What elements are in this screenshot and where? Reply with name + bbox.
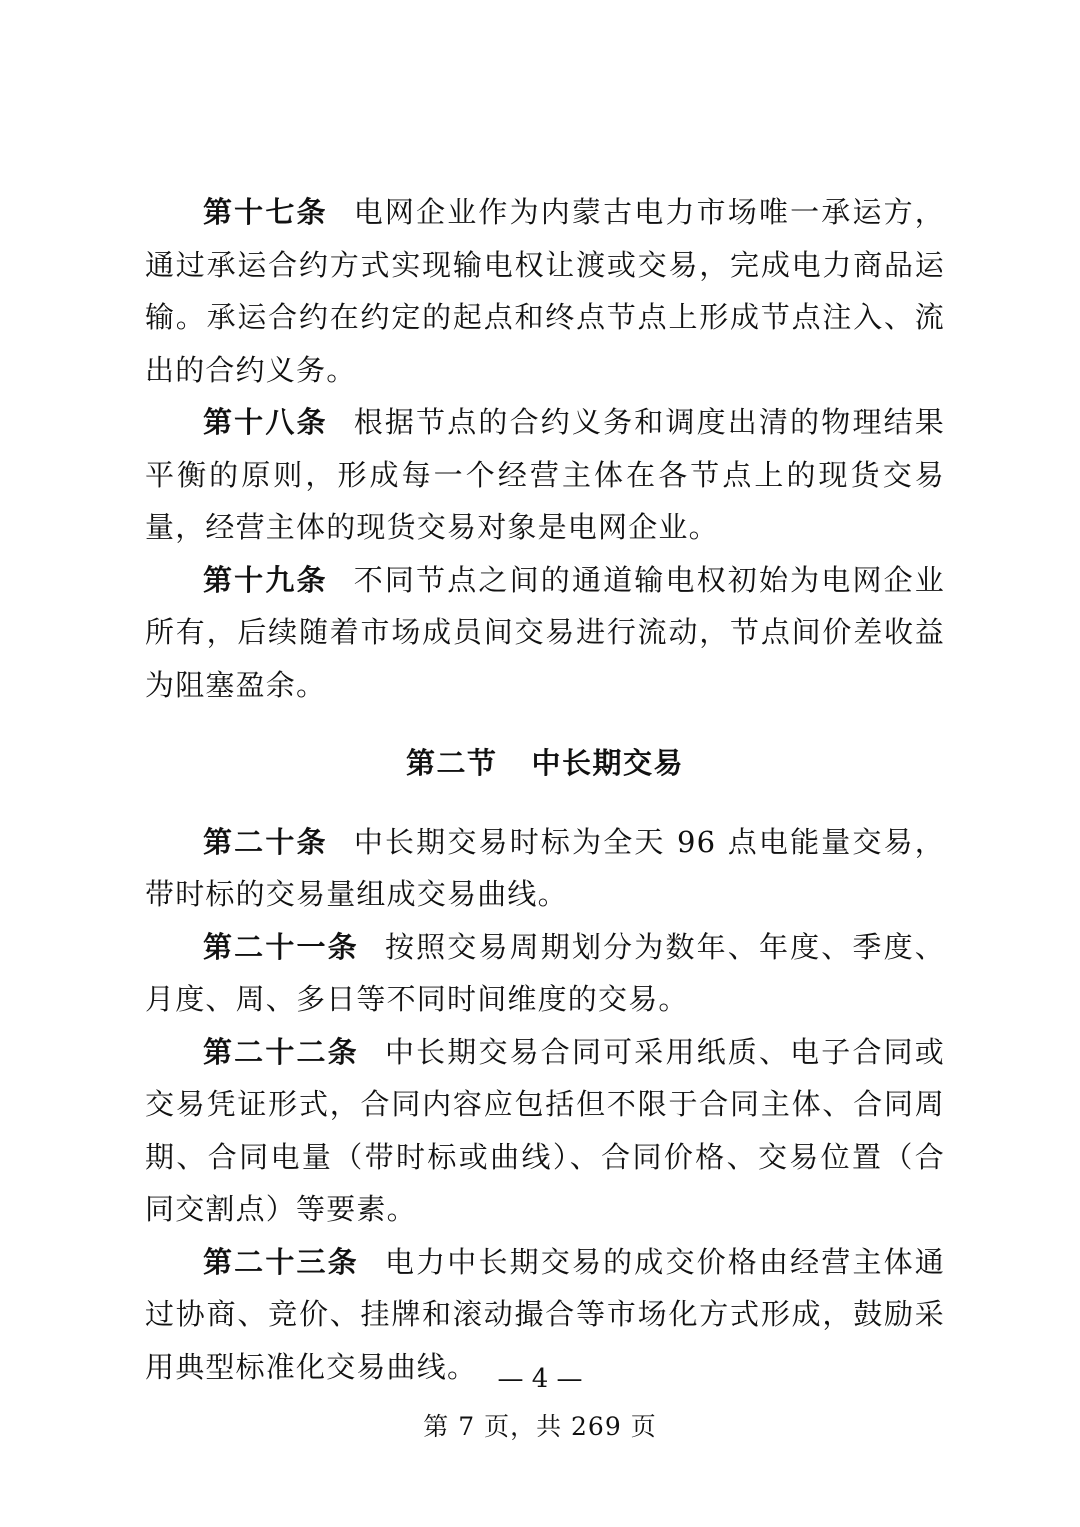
article-text: 电力中长期交易的成交价格由经营主体通过协商、竞价、挂牌和滚动撮合等市场化方式形成，鼓励采用典型标准化交易曲线。 (145, 1244, 945, 1384)
page-count: 第 7 页，共 269 页 (423, 1412, 657, 1441)
article-text: 中长期交易合同可采用纸质、电子合同或交易凭证形式，合同内容应包括但不限于合同主体、合同周期、合同电量（带时标或曲线）、合同价格、交易位置（合同交割点）等要素。 (145, 1034, 945, 1226)
article-number: 第十七条 (203, 195, 328, 229)
section-number: 第二节 (405, 746, 498, 780)
page-content (145, 186, 945, 1393)
article-text: 不同节点之间的通道输电权初始为电网企业所有，后续随着市场成员间交易进行流动，节点间价差收益为阻塞盈余。 (145, 562, 945, 702)
article-text: 中长期交易时标为全天 96 点电能量交易，带时标的交易量组成交易曲线。 (145, 824, 945, 911)
article-21 (145, 921, 945, 1026)
article-text: 电网企业作为内蒙古电力市场唯一承运方，通过承运合约方式实现输电权让渡或交易，完成电力商品运输。承运合约在约定的起点和终点节点上形成节点注入、流出的合约义务。 (145, 195, 945, 387)
article-17 (145, 186, 945, 396)
article-number: 第二十三条 (203, 1244, 359, 1279)
article-20 (145, 816, 945, 921)
article-number: 第二十二条 (203, 1034, 359, 1069)
article-number: 第十九条 (203, 562, 328, 597)
article-text: 按照交易周期划分为数年、年度、季度、月度、周、多日等不同时间维度的交易。 (145, 929, 945, 1016)
article-number: 第二十条 (203, 824, 328, 859)
article-18 (145, 396, 945, 554)
article-22 (145, 1026, 945, 1236)
page-number-mark: — 4 — (497, 1364, 583, 1394)
article-text: 根据节点的合约义务和调度出清的物理结果平衡的原则，形成每一个经营主体在各节点上的现货交易量，经营主体的现货交易对象是电网企业。 (145, 405, 945, 544)
article-number: 第十八条 (203, 405, 328, 439)
section-title: 中长期交易 (531, 746, 685, 780)
article-number: 第二十一条 (203, 929, 359, 964)
article-19 (145, 554, 945, 712)
section-heading (145, 737, 945, 790)
